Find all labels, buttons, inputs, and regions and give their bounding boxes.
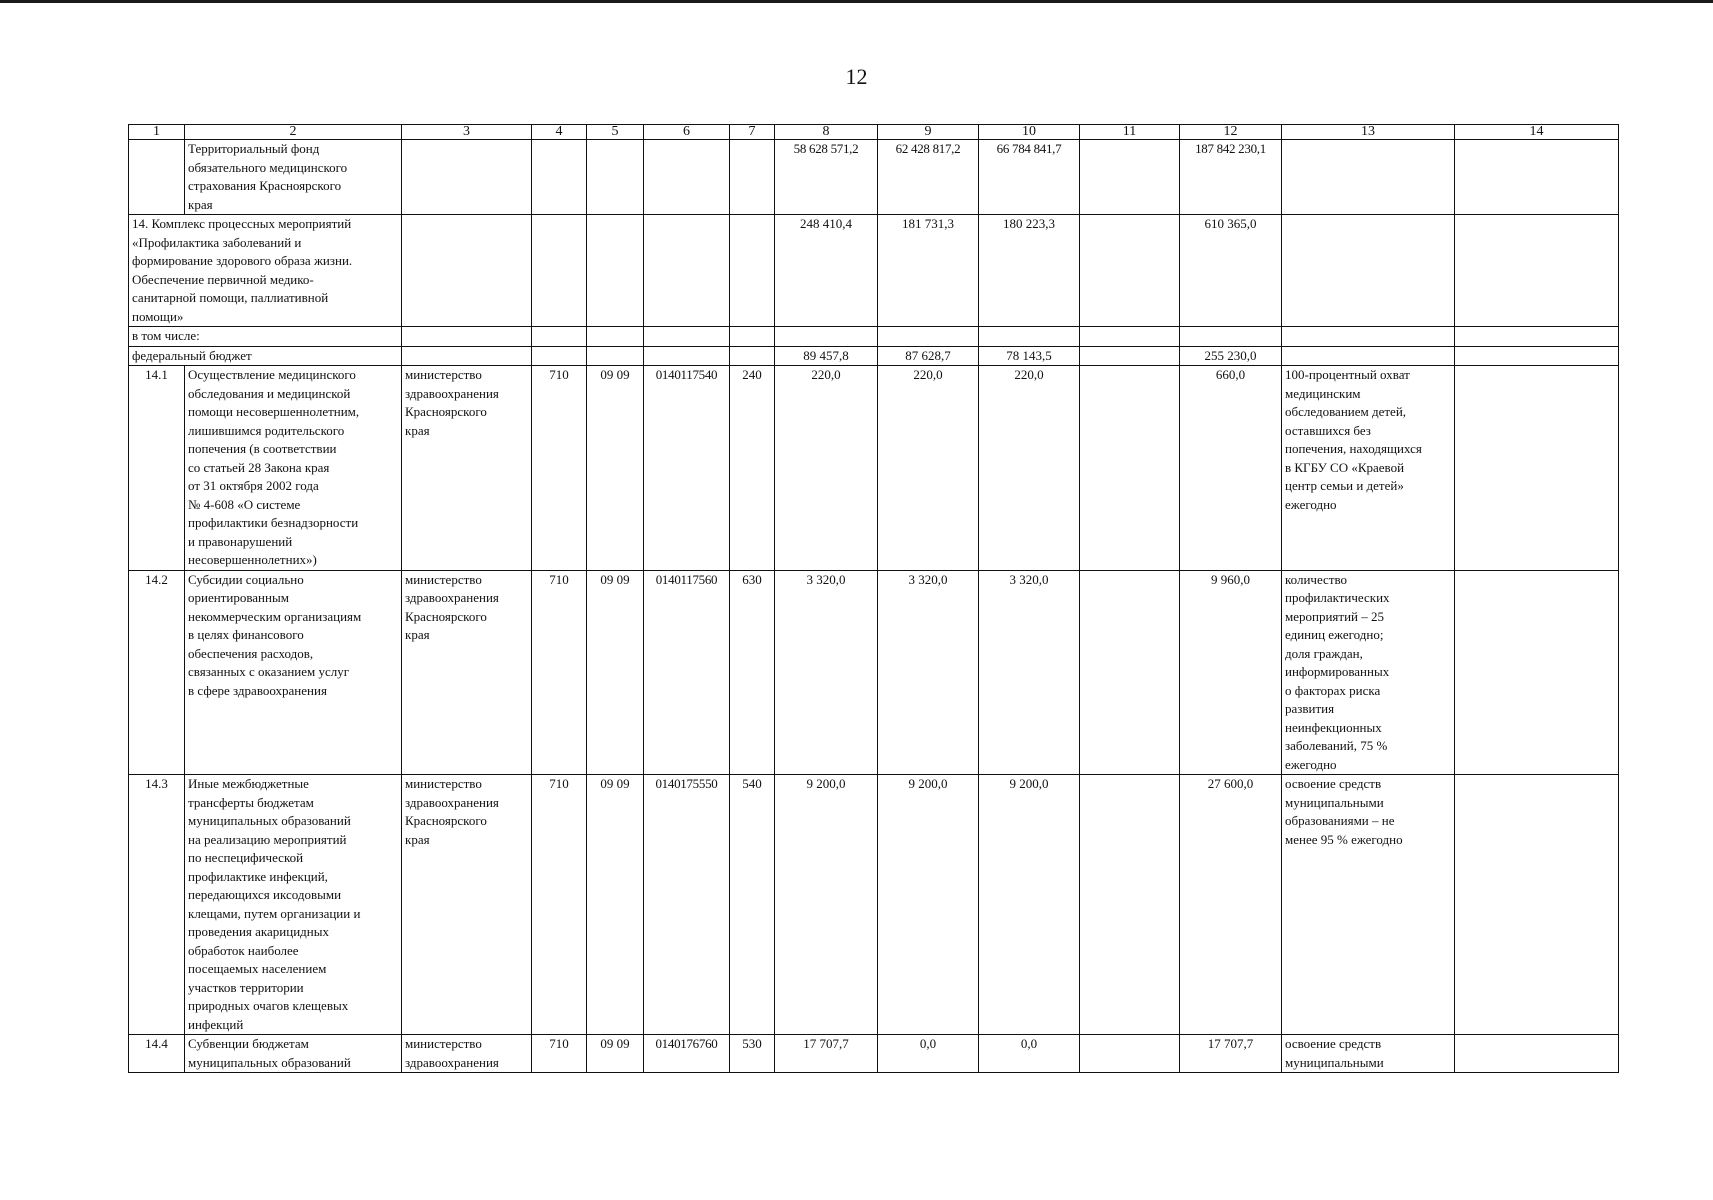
- fund-value-col8: 58 628 571,2: [775, 140, 878, 215]
- federal-value-col10: 78 143,5: [979, 346, 1080, 366]
- value-col12: 660,0: [1180, 366, 1282, 571]
- value-col10: 0,0: [979, 1035, 1080, 1073]
- code-col4: 710: [532, 570, 587, 775]
- column-header-9: 9: [878, 125, 979, 140]
- value-col10: 9 200,0: [979, 775, 1080, 1035]
- fund-value-col10: 66 784 841,7: [979, 140, 1080, 215]
- code-col5: 09 09: [587, 570, 644, 775]
- responsible-agency: министерство здравоохранения: [402, 1035, 532, 1073]
- fund-value-col12: 187 842 230,1: [1180, 140, 1282, 215]
- including-label: в том числе:: [129, 327, 402, 347]
- table-row-14-3: [129, 775, 1619, 1035]
- column-header-4: 4: [532, 125, 587, 140]
- code-col6: 0140117560: [644, 570, 730, 775]
- value-col8: 3 320,0: [775, 570, 878, 775]
- table-row-fund: [129, 140, 1619, 215]
- column-header-13: 13: [1282, 125, 1455, 140]
- federal-value-col12: 255 230,0: [1180, 346, 1282, 366]
- row-number: 14.3: [129, 775, 185, 1035]
- code-col7: 630: [730, 570, 775, 775]
- code-col7: 240: [730, 366, 775, 571]
- column-header-14: 14: [1455, 125, 1619, 140]
- federal-value-col8: 89 457,8: [775, 346, 878, 366]
- code-col5: 09 09: [587, 775, 644, 1035]
- measure-name: Субвенции бюджетам муниципальных образований: [185, 1035, 402, 1073]
- value-col8: 17 707,7: [775, 1035, 878, 1073]
- page-number: 12: [845, 64, 868, 89]
- table-row-complex: [129, 215, 1619, 327]
- table-row-federal: [129, 346, 1619, 366]
- responsible-agency: министерство здравоохранения Красноярского края: [402, 570, 532, 775]
- value-col9: 9 200,0: [878, 775, 979, 1035]
- federal-value-col9: 87 628,7: [878, 346, 979, 366]
- code-col6: 0140175550: [644, 775, 730, 1035]
- row-number: 14.1: [129, 366, 185, 571]
- budget-table: [128, 124, 1619, 1073]
- responsible-agency: министерство здравоохранения Красноярского края: [402, 775, 532, 1035]
- column-header-2: 2: [185, 125, 402, 140]
- value-col10: 3 320,0: [979, 570, 1080, 775]
- complex-value-col12: 610 365,0: [1180, 215, 1282, 327]
- complex-value-col10: 180 223,3: [979, 215, 1080, 327]
- code-col4: 710: [532, 775, 587, 1035]
- code-col4: 710: [532, 366, 587, 571]
- responsible-agency: министерство здравоохранения Красноярского края: [402, 366, 532, 571]
- column-header-6: 6: [644, 125, 730, 140]
- value-col8: 9 200,0: [775, 775, 878, 1035]
- code-col4: 710: [532, 1035, 587, 1073]
- column-header-5: 5: [587, 125, 644, 140]
- column-header-8: 8: [775, 125, 878, 140]
- expected-result: освоение средств муниципальными образованиями – не менее 95 % ежегодно: [1282, 775, 1455, 1035]
- measure-name: Осуществление медицинского обследования и медицинской помощи несовершеннолетним, лишившимся родительского попечения (в соответствии со статьей 28 Закона края от 31 октября 2002 года № 4-608 «О системе профилактики безнадзорности и правонарушений несовершеннолетних»): [185, 366, 402, 571]
- code-col7: 530: [730, 1035, 775, 1073]
- expected-result: освоение средств муниципальными: [1282, 1035, 1455, 1073]
- value-col8: 220,0: [775, 366, 878, 571]
- page-top-border: [0, 0, 1713, 3]
- column-header-11: 11: [1080, 125, 1180, 140]
- value-col12: 9 960,0: [1180, 570, 1282, 775]
- complex-name: 14. Комплекс процессных мероприятий «Профилактика заболеваний и формирование здорового образа жизни. Обеспечение первичной медико- санитарной помощи, паллиативной помощи»: [129, 215, 402, 327]
- federal-label: федеральный бюджет: [129, 346, 402, 366]
- expected-result: 100-процентный охват медицинским обследованием детей, оставшихся без попечения, находящихся в КГБУ СО «Краевой центр семьи и детей» ежегодно: [1282, 366, 1455, 571]
- code-col6: 0140117540: [644, 366, 730, 571]
- code-col6: 0140176760: [644, 1035, 730, 1073]
- value-col9: 220,0: [878, 366, 979, 571]
- column-header-10: 10: [979, 125, 1080, 140]
- fund-value-col9: 62 428 817,2: [878, 140, 979, 215]
- code-col5: 09 09: [587, 366, 644, 571]
- complex-value-col8: 248 410,4: [775, 215, 878, 327]
- column-header-7: 7: [730, 125, 775, 140]
- table-row-14-1: [129, 366, 1619, 571]
- value-col12: 27 600,0: [1180, 775, 1282, 1035]
- code-col5: 09 09: [587, 1035, 644, 1073]
- column-header-12: 12: [1180, 125, 1282, 140]
- measure-name: Субсидии социально ориентированным некоммерческим организациям в целях финансового обеспечения расходов, связанных с оказанием услуг в сфере здравоохранения: [185, 570, 402, 775]
- measure-name: Иные межбюджетные трансферты бюджетам муниципальных образований на реализацию мероприятий по неспецифической профилактике инфекций, передающихся иксодовыми клещами, путем организации и проведения акарицидных обработок наиболее посещаемых населением участков территории природных очагов клещевых инфекций: [185, 775, 402, 1035]
- value-col12: 17 707,7: [1180, 1035, 1282, 1073]
- table-row-14-2: [129, 570, 1619, 775]
- complex-value-col9: 181 731,3: [878, 215, 979, 327]
- value-col9: 3 320,0: [878, 570, 979, 775]
- column-header-1: 1: [129, 125, 185, 140]
- header-row: [129, 125, 1619, 140]
- table-row-including: [129, 327, 1619, 347]
- expected-result: количество профилактических мероприятий – 25 единиц ежегодно; доля граждан, информированных о факторах риска развития неинфекционных заболеваний, 75 % ежегодно: [1282, 570, 1455, 775]
- code-col7: 540: [730, 775, 775, 1035]
- value-col9: 0,0: [878, 1035, 979, 1073]
- row-number: 14.4: [129, 1035, 185, 1073]
- value-col10: 220,0: [979, 366, 1080, 571]
- table-row-14-4: [129, 1035, 1619, 1073]
- row-number: 14.2: [129, 570, 185, 775]
- fund-name: Территориальный фонд обязательного медицинского страхования Красноярского края: [185, 140, 402, 215]
- column-header-3: 3: [402, 125, 532, 140]
